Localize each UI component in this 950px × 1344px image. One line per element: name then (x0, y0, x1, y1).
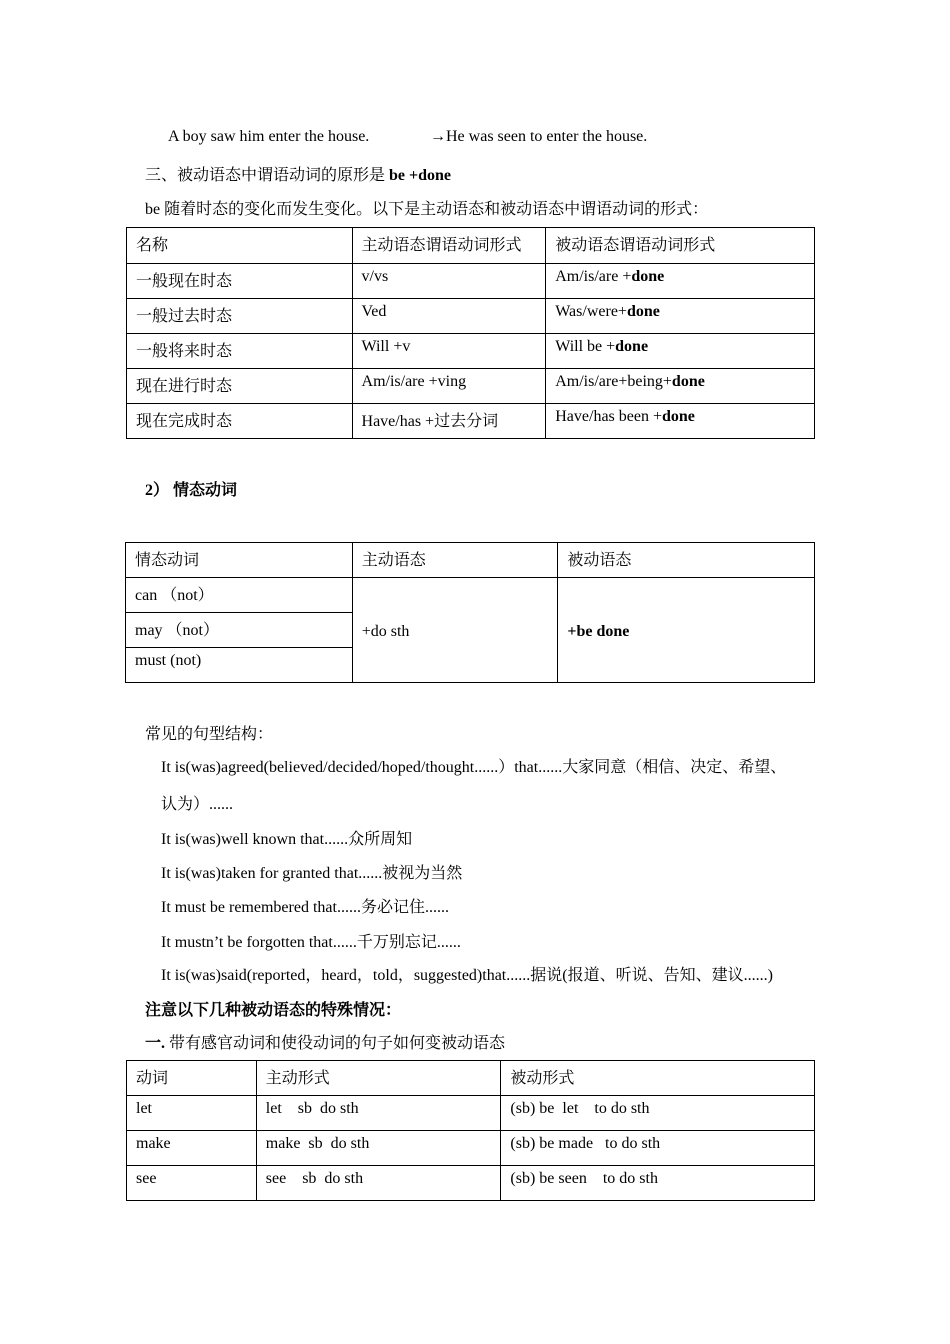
tense-passive (546, 334, 815, 369)
table-row (127, 369, 815, 404)
passive-prefix: Have/has been + (555, 408, 662, 425)
header-cell: 主动语态 (352, 543, 558, 578)
tense-name: 一般过去时态 (127, 299, 353, 334)
section3-heading-text: 三、被动语态中谓语动词的原形是 (145, 167, 390, 184)
special-heading: 注意以下几种被动语态的特殊情况： (145, 1002, 402, 1019)
pattern-line: It must be remembered that......务必记住...... (161, 899, 449, 916)
table-row (127, 1096, 815, 1131)
tense-active: v/vs (352, 264, 546, 299)
table-row (127, 1131, 815, 1166)
header-cell: 主动形式 (256, 1061, 501, 1096)
header-cell: 被动语态谓语动词形式 (546, 228, 815, 264)
table-row (126, 578, 815, 613)
tense-active: Have/has +过去分词 (352, 404, 546, 439)
section3-heading (145, 162, 451, 185)
pattern-line: It mustn’t be forgotten that......千万别忘记...... (161, 934, 461, 951)
tense-name: 一般将来时态 (127, 334, 353, 369)
passive-prefix: Am/is/are + (555, 268, 632, 285)
tense-name: 一般现在时态 (127, 264, 353, 299)
table-header-row (126, 543, 815, 578)
tense-passive (546, 299, 815, 334)
passive-bold: done (662, 408, 695, 425)
special-sub-number: 一. (145, 1035, 166, 1052)
section3-intro: be 随着时态的变化而发生变化。以下是主动语态和被动语态中谓语动词的形式： (145, 201, 709, 218)
pattern-line: It is(was)taken for granted that......被视为当然 (161, 865, 463, 882)
tense-name: 现在完成时态 (127, 404, 353, 439)
passive-bold: done (671, 373, 705, 390)
patterns-heading: 常见的句型结构： (145, 726, 274, 743)
section3-heading-bold: be +done (389, 167, 452, 184)
passive-bold: done (631, 268, 665, 285)
verb-cell: make (127, 1131, 257, 1166)
tense-active: Ved (352, 299, 546, 334)
pattern-line: It is(was)said(reported，heard，told，suggested)that......据说(报道、听说、告知、建议......) (161, 967, 773, 984)
modal-active: +do sth (352, 578, 558, 683)
table-row (127, 404, 815, 439)
passive-form-cell: (sb) be seen to do sth (501, 1166, 815, 1201)
tense-passive (546, 369, 815, 404)
tense-active: Will +v (352, 334, 546, 369)
passive-form-cell: (sb) be made to do sth (501, 1131, 815, 1166)
table-row (127, 334, 815, 369)
header-cell: 主动语态谓语动词形式 (352, 228, 546, 264)
passive-prefix: Was/were+ (555, 303, 627, 320)
passive-form-cell: (sb) be let to do sth (501, 1096, 815, 1131)
modal-verb: may （not） (126, 613, 353, 648)
header-cell: 被动语态 (558, 543, 815, 578)
tense-active: Am/is/are +ving (352, 369, 546, 404)
table-row (127, 1166, 815, 1201)
table-header-row (127, 1061, 815, 1096)
example-transform (430, 128, 647, 146)
header-cell: 动词 (127, 1061, 257, 1096)
special-sub-text: 带有感官动词和使役动词的句子如何变被动语态 (165, 1035, 506, 1052)
tense-table (126, 227, 815, 439)
table-header-row (127, 228, 815, 264)
passive-prefix: Will be + (555, 338, 616, 355)
tense-passive (546, 264, 815, 299)
passive-bold: done (615, 338, 649, 355)
header-cell: 被动形式 (501, 1061, 815, 1096)
special-subheading (145, 1030, 505, 1053)
pattern-line: It is(was)well known that......众所周知 (161, 831, 413, 848)
table-row (127, 264, 815, 299)
modal-passive: +be done (558, 578, 815, 683)
arrow-icon: → (430, 128, 446, 145)
modal-verb: must (not) (126, 648, 353, 683)
verb-cell: see (127, 1166, 257, 1201)
passive-bold: done (626, 303, 660, 320)
pattern-line: 认为）...... (161, 796, 234, 813)
verb-cell: let (127, 1096, 257, 1131)
modal-table (125, 542, 815, 683)
tense-name: 现在进行时态 (127, 369, 353, 404)
modal-verb: can （not） (126, 578, 353, 613)
header-cell: 名称 (127, 228, 353, 264)
pattern-line: It is(was)agreed(believed/decided/hoped/thought......）that......大家同意（相信、决定、希望、 (161, 759, 787, 776)
modal-heading: 2） 情态动词 (145, 482, 238, 499)
tense-passive (546, 404, 815, 439)
active-form-cell: see sb do sth (256, 1166, 501, 1201)
active-form-cell: let sb do sth (256, 1096, 501, 1131)
example-active-sentence: A boy saw him enter the house. (168, 128, 370, 145)
table-row (127, 299, 815, 334)
active-form-cell: make sb do sth (256, 1131, 501, 1166)
example-passive-sentence: He was seen to enter the house. (446, 128, 648, 145)
passive-prefix: Am/is/are+being+ (555, 373, 672, 390)
header-cell: 情态动词 (126, 543, 353, 578)
verb-table (126, 1060, 815, 1201)
